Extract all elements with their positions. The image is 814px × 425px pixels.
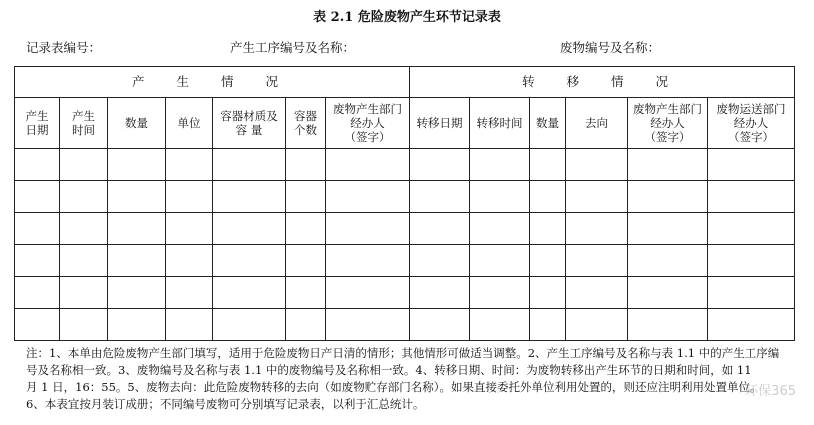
table-cell[interactable] — [628, 245, 708, 277]
record-no-label: 记录表编号： — [26, 40, 102, 55]
table-cell[interactable] — [108, 213, 166, 245]
table-cell[interactable] — [566, 309, 628, 341]
table-cell[interactable] — [470, 213, 530, 245]
column-header-text: 经办人 — [733, 116, 769, 130]
table-cell[interactable] — [108, 309, 166, 341]
table-cell[interactable] — [15, 213, 60, 245]
column-header — [213, 98, 286, 149]
table-cell[interactable] — [628, 213, 708, 245]
table-cell[interactable] — [166, 181, 213, 213]
table-cell[interactable] — [530, 149, 566, 181]
table-cell[interactable] — [566, 277, 628, 309]
column-header — [286, 98, 326, 149]
column-header-text: 废物产生部门 — [633, 102, 703, 116]
table-cell[interactable] — [108, 149, 166, 181]
table-cell[interactable] — [108, 277, 166, 309]
table-cell[interactable] — [166, 245, 213, 277]
table-cell[interactable] — [410, 213, 470, 245]
column-header-text: 日期 — [25, 123, 49, 137]
column-header — [60, 98, 108, 149]
table-cell[interactable] — [708, 181, 795, 213]
column-header — [166, 98, 213, 149]
table-cell[interactable] — [628, 149, 708, 181]
column-header — [470, 98, 530, 149]
column-header-text: 转移时间 — [476, 116, 523, 130]
table-cell[interactable] — [60, 309, 108, 341]
table-cell[interactable] — [530, 277, 566, 309]
table-cell[interactable] — [470, 181, 530, 213]
table-cell[interactable] — [628, 181, 708, 213]
waste-no-label: 废物编号及名称： — [560, 40, 661, 55]
table-cell[interactable] — [60, 245, 108, 277]
table-cell[interactable] — [166, 149, 213, 181]
table-cell[interactable] — [286, 213, 326, 245]
column-header — [108, 98, 166, 149]
table-cell[interactable] — [15, 309, 60, 341]
column-header-text: 数量 — [536, 116, 560, 130]
table-row — [15, 213, 795, 245]
table-cell[interactable] — [530, 213, 566, 245]
column-header — [530, 98, 566, 149]
table-cell[interactable] — [166, 277, 213, 309]
table-cell[interactable] — [326, 245, 410, 277]
watermark-logo: 环保365 — [745, 384, 796, 399]
section-produce: 产 生 情 况 — [15, 67, 410, 98]
table-cell[interactable] — [213, 309, 286, 341]
column-header — [628, 98, 708, 149]
column-header-text: （签字） — [344, 130, 391, 144]
table-cell[interactable] — [326, 309, 410, 341]
notes — [26, 345, 796, 413]
table-cell[interactable] — [213, 277, 286, 309]
note-line: 号及名称相一致。3、废物编号及名称与表 1.1 中的废物编号及名称相一致。4、转移日期、时间：为废物转移出产生环节的日期和时间，如 11 — [26, 363, 752, 377]
column-header — [15, 98, 60, 149]
table-cell[interactable] — [15, 277, 60, 309]
table-cell[interactable] — [470, 149, 530, 181]
table-cell[interactable] — [708, 309, 795, 341]
column-header — [326, 98, 410, 149]
table-cell[interactable] — [108, 181, 166, 213]
table-cell[interactable] — [628, 277, 708, 309]
column-header-text: 经办人 — [350, 116, 385, 130]
table-cell[interactable] — [470, 309, 530, 341]
table-cell[interactable] — [15, 245, 60, 277]
table-cell[interactable] — [286, 149, 326, 181]
table-cell[interactable] — [213, 245, 286, 277]
table-cell[interactable] — [566, 181, 628, 213]
table-cell[interactable] — [286, 245, 326, 277]
table-row — [15, 149, 795, 181]
column-header-text: 经办人 — [650, 116, 685, 130]
table-cell[interactable] — [410, 277, 470, 309]
column-header-text: 个数 — [294, 123, 317, 137]
table-cell[interactable] — [628, 309, 708, 341]
table-cell[interactable] — [470, 277, 530, 309]
table-cell[interactable] — [530, 309, 566, 341]
table-cell[interactable] — [60, 277, 108, 309]
table-cell[interactable] — [15, 181, 60, 213]
table-cell[interactable] — [566, 149, 628, 181]
column-header-text: 容器 — [294, 109, 317, 123]
table-cell[interactable] — [326, 213, 410, 245]
table-cell[interactable] — [326, 149, 410, 181]
table-cell[interactable] — [530, 245, 566, 277]
table-row — [15, 245, 795, 277]
table-cell[interactable] — [566, 213, 628, 245]
note-line: 6、本表宜按月装订成册；不同编号废物可分别填写记录表，以利于汇总统计。 — [26, 397, 425, 411]
table-cell[interactable] — [108, 245, 166, 277]
column-header-text: 转移日期 — [416, 116, 463, 130]
table-cell[interactable] — [60, 213, 108, 245]
section-transfer: 转 移 情 况 — [410, 67, 795, 98]
table-cell[interactable] — [213, 213, 286, 245]
column-header-text: （签字） — [728, 130, 775, 144]
table-cell[interactable] — [326, 181, 410, 213]
column-header-text: 产生 — [25, 109, 49, 123]
column-header-text: 容器材质及 — [220, 109, 278, 123]
table-row — [15, 277, 795, 309]
table-cell[interactable] — [410, 309, 470, 341]
table-cell[interactable] — [286, 181, 326, 213]
column-header — [708, 98, 795, 149]
column-header — [410, 98, 470, 149]
table-cell[interactable] — [15, 149, 60, 181]
column-header-text: （签字） — [644, 130, 691, 144]
note-line: 注：1、本单由危险废物产生部门填写，适用于危险废物日产日清的情形；其他情形可做适当调整。2、产生工序编号及名称与表 1.1 中的产生工序编 — [26, 346, 780, 360]
table-cell[interactable] — [213, 149, 286, 181]
table-cell[interactable] — [470, 245, 530, 277]
column-header-text: 去向 — [585, 116, 609, 130]
process-no-label: 产生工序编号及名称： — [230, 40, 356, 55]
table-cell[interactable] — [326, 277, 410, 309]
table-cell[interactable] — [286, 309, 326, 341]
column-header-text: 废物运送部门 — [716, 102, 786, 116]
table-cell[interactable] — [530, 181, 566, 213]
table-cell[interactable] — [708, 277, 795, 309]
table-cell[interactable] — [166, 213, 213, 245]
table-row — [15, 309, 795, 341]
record-table — [14, 66, 795, 341]
table-cell[interactable] — [60, 149, 108, 181]
table-cell[interactable] — [286, 277, 326, 309]
table-row — [15, 181, 795, 213]
column-header-text: 废物产生部门 — [333, 102, 403, 116]
table-cell[interactable] — [566, 245, 628, 277]
column-header — [566, 98, 628, 149]
column-header-text: 时间 — [72, 123, 95, 137]
table-cell[interactable] — [60, 181, 108, 213]
page-title: 表 2.1 危险废物产生环节记录表 — [313, 10, 501, 25]
table-cell[interactable] — [410, 181, 470, 213]
table-cell[interactable] — [213, 181, 286, 213]
table-cell[interactable] — [708, 245, 795, 277]
column-header-text: 容 量 — [235, 123, 263, 137]
table-cell[interactable] — [166, 309, 213, 341]
table-cell[interactable] — [410, 245, 470, 277]
column-header-text: 数量 — [125, 116, 148, 130]
note-line: 月 1 日，16：55。5、废物去向：此危险废物转移的去向（如废物贮存部门名称）。如果直接委托外单位利用处置的，则还应注明利用处置单位。 — [26, 380, 762, 394]
table-cell[interactable] — [708, 149, 795, 181]
column-header-text: 产生 — [72, 109, 95, 123]
table-cell[interactable] — [410, 149, 470, 181]
table-cell[interactable] — [708, 213, 795, 245]
column-header-text: 单位 — [177, 116, 201, 130]
